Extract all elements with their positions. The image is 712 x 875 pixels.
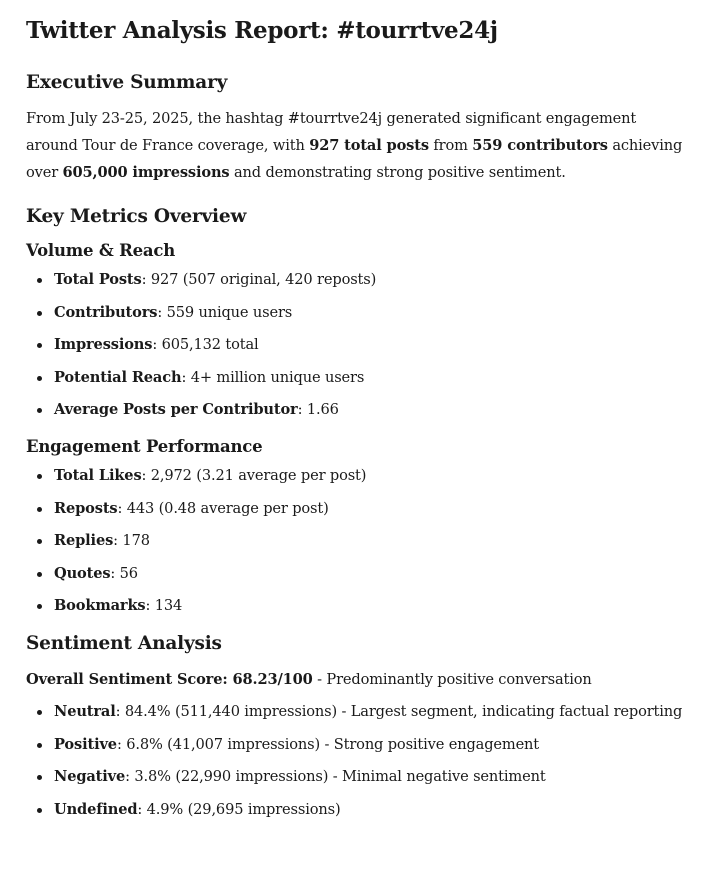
list-item: [54, 799, 686, 821]
list-item: [54, 563, 686, 585]
list-item-value: : 443 (0.48 average per post): [117, 499, 329, 517]
list-item-value: : 178: [113, 532, 150, 549]
list-item-label: Neutral: [54, 703, 116, 720]
list-item-label: Total Likes: [54, 467, 142, 484]
list-item-label: Quotes: [54, 564, 111, 582]
summary-bold-contributors: 559 contributors: [472, 137, 608, 154]
list-item-label: Average Posts per Contributor: [54, 401, 298, 418]
overall-sentiment-score: [26, 666, 686, 693]
list-item-label: Impressions: [54, 336, 153, 353]
list-item: [54, 269, 686, 291]
summary-text-part: from: [428, 137, 473, 154]
volume-reach-heading: Volume & Reach: [26, 241, 176, 260]
list-item: [54, 595, 686, 617]
list-item-value: : 559 unique users: [157, 303, 293, 321]
list-item: [54, 498, 686, 520]
list-item: [54, 701, 686, 723]
list-item-value: : 605,132 total: [152, 336, 259, 353]
list-item-value: : 84.4% (511,440 impressions) - Largest segment, indicating factual reporting: [115, 703, 683, 720]
list-item: [54, 734, 686, 756]
summary-bold-posts: 927 total posts: [309, 137, 429, 154]
executive-summary-heading: Executive Summary: [26, 72, 228, 93]
list-item-value: : 2,972 (3.21 average per post): [141, 467, 367, 484]
summary-bold-impressions: 605,000 impressions: [62, 164, 230, 181]
summary-text-part: and demonstrating strong positive sentiment.: [229, 164, 566, 181]
list-item: [54, 465, 686, 487]
list-item-value: : 56: [110, 564, 138, 582]
sentiment-list: [26, 701, 686, 821]
summary-text-part: From July 23-25, 2025, the hashtag #tourrtve24j generated significant engagement around Tour de France coverage, with: [26, 110, 637, 154]
page-title: Twitter Analysis Report: #tourrtve24j: [26, 17, 498, 44]
list-item-value: : 3.8% (22,990 impressions) - Minimal negative sentiment: [125, 768, 546, 785]
list-item-label: Potential Reach: [54, 368, 182, 386]
list-item-value: : 134: [145, 597, 183, 614]
list-item: [54, 367, 686, 389]
list-item: [54, 334, 686, 356]
list-item-label: Positive: [54, 735, 117, 753]
list-item-value: : 4.9% (29,695 impressions): [137, 800, 341, 818]
list-item: [54, 766, 686, 788]
list-item-label: Replies: [54, 532, 114, 549]
list-item: [54, 399, 686, 421]
list-item-label: Negative: [54, 768, 126, 785]
engagement-performance-list: [26, 465, 686, 617]
volume-reach-list: [26, 269, 686, 421]
list-item: [54, 302, 686, 324]
executive-summary-text: [26, 105, 686, 186]
list-item-value: : 927 (507 original, 420 reposts): [141, 271, 377, 288]
overall-sentiment-label: Overall Sentiment Score: 68.23/100: [26, 671, 313, 688]
list-item-label: Contributors: [54, 303, 158, 321]
list-item-label: Undefined: [54, 800, 138, 818]
list-item-label: Total Posts: [54, 271, 142, 288]
engagement-performance-heading: Engagement Performance: [26, 437, 263, 456]
list-item-value: : 1.66: [297, 401, 339, 418]
list-item-value: : 4+ million unique users: [181, 368, 365, 386]
list-item-label: Bookmarks: [54, 597, 146, 614]
summary-text-part: achieving over: [26, 137, 683, 181]
key-metrics-heading: Key Metrics Overview: [26, 206, 247, 227]
list-item: [54, 530, 686, 552]
list-item-label: Reposts: [54, 499, 118, 517]
sentiment-analysis-heading: Sentiment Analysis: [26, 633, 222, 654]
overall-sentiment-text: - Predominantly positive conversation: [312, 671, 592, 688]
list-item-value: : 6.8% (41,007 impressions) - Strong positive engagement: [116, 735, 540, 753]
